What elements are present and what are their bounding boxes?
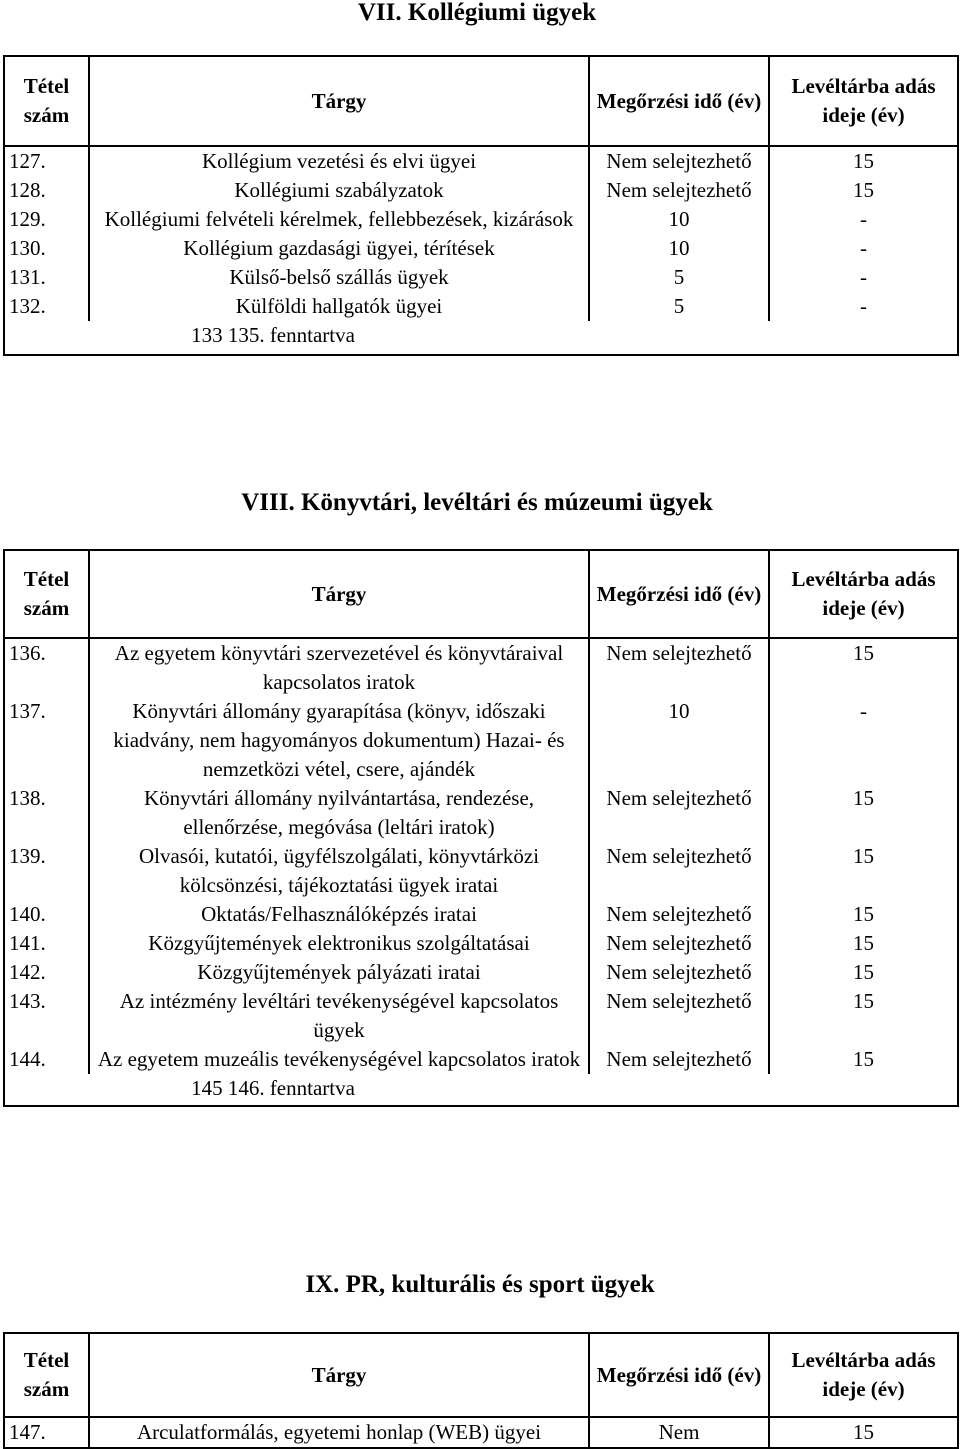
header-retention: Megőrzési idő (év): [589, 1333, 769, 1417]
item-retention: Nem selejtezhető: [589, 958, 769, 987]
table-row: [4, 176, 958, 205]
item-number: 141.: [4, 929, 89, 958]
header-retention: Megőrzési idő (év): [589, 56, 769, 146]
records-table-ix: [3, 1332, 959, 1449]
item-number: 143.: [4, 987, 89, 1045]
item-archive: 15: [769, 987, 958, 1045]
table-row: [4, 205, 958, 234]
item-subject: Közgyűjtemények pályázati iratai: [89, 958, 589, 987]
item-number: 132.: [4, 292, 89, 321]
table-row: [4, 638, 958, 697]
table-row: [4, 929, 958, 958]
header-subject: Tárgy: [89, 1333, 589, 1417]
table-row-reserved: [4, 1074, 958, 1106]
table-row: [4, 900, 958, 929]
section-title-viii: VIII. Könyvtári, levéltári és múzeumi ügyek: [241, 489, 713, 516]
table-row: [4, 987, 958, 1045]
item-archive: -: [769, 263, 958, 292]
item-retention: Nem: [589, 1417, 769, 1448]
item-subject: Könyvtári állomány nyilvántartása, rendezése, ellenőrzése, megóvása (leltári iratok): [89, 784, 589, 842]
item-number: 131.: [4, 263, 89, 292]
item-archive: -: [769, 292, 958, 321]
item-retention: Nem selejtezhető: [589, 1045, 769, 1074]
table-row: [4, 263, 958, 292]
item-subject: Kollégiumi felvételi kérelmek, fellebbezések, kizárások: [89, 205, 589, 234]
item-subject: Külső-belső szállás ügyek: [89, 263, 589, 292]
records-table-vii: [3, 55, 959, 356]
item-subject: Az intézmény levéltári tevékenységével kapcsolatos ügyek: [89, 987, 589, 1045]
item-subject: Az egyetem könyvtári szervezetével és könyvtáraival kapcsolatos iratok: [89, 638, 589, 697]
item-number: 129.: [4, 205, 89, 234]
header-archive: Levéltárba adás ideje (év): [769, 56, 958, 146]
item-subject: Kollégium vezetési és elvi ügyei: [89, 146, 589, 176]
item-archive: 15: [769, 1045, 958, 1074]
table-row: [4, 784, 958, 842]
header-retention: Megőrzési idő (év): [589, 550, 769, 638]
table-row: [4, 234, 958, 263]
item-archive: 15: [769, 958, 958, 987]
header-archive: Levéltárba adás ideje (év): [769, 550, 958, 638]
records-table-viii: [3, 549, 959, 1107]
item-retention: 5: [589, 292, 769, 321]
item-subject: Külföldi hallgatók ügyei: [89, 292, 589, 321]
table-row: [4, 697, 958, 784]
item-retention: 5: [589, 263, 769, 292]
item-number: 136.: [4, 638, 89, 697]
item-number: 130.: [4, 234, 89, 263]
header-item-number: Tétel szám: [4, 1333, 89, 1417]
item-retention: Nem selejtezhető: [589, 176, 769, 205]
item-subject: Kollégium gazdasági ügyei, térítések: [89, 234, 589, 263]
item-retention: 10: [589, 234, 769, 263]
item-archive: 15: [769, 929, 958, 958]
section-title-vii: VII. Kollégiumi ügyek: [357, 0, 597, 26]
table-row: [4, 146, 958, 176]
table-row: [4, 958, 958, 987]
item-number: 144.: [4, 1045, 89, 1074]
item-number: 127.: [4, 146, 89, 176]
item-retention: Nem selejtezhető: [589, 638, 769, 697]
item-archive: 15: [769, 638, 958, 697]
item-retention: Nem selejtezhető: [589, 900, 769, 929]
item-subject: Arculatformálás, egyetemi honlap (WEB) ügyei: [89, 1417, 589, 1448]
item-retention: 10: [589, 697, 769, 784]
header-item-number: Tétel szám: [4, 56, 89, 146]
item-archive: 15: [769, 1417, 958, 1448]
item-number: 139.: [4, 842, 89, 900]
item-archive: 15: [769, 176, 958, 205]
item-subject: Közgyűjtemények elektronikus szolgáltatásai: [89, 929, 589, 958]
item-archive: -: [769, 234, 958, 263]
item-archive: 15: [769, 784, 958, 842]
item-number: 138.: [4, 784, 89, 842]
table-row: [4, 292, 958, 321]
item-number: 137.: [4, 697, 89, 784]
header-archive: Levéltárba adás ideje (év): [769, 1333, 958, 1417]
header-subject: Tárgy: [89, 550, 589, 638]
table-row-reserved: [4, 321, 958, 355]
section-title-ix: IX. PR, kulturális és sport ügyek: [305, 1271, 655, 1298]
item-subject: Kollégiumi szabályzatok: [89, 176, 589, 205]
header-item-number: Tétel szám: [4, 550, 89, 638]
reserved-note: 133 135. fenntartva: [4, 321, 958, 355]
item-retention: Nem selejtezhető: [589, 987, 769, 1045]
item-archive: 15: [769, 842, 958, 900]
reserved-note: 145 146. fenntartva: [4, 1074, 958, 1106]
item-retention: Nem selejtezhető: [589, 784, 769, 842]
table-row: [4, 842, 958, 900]
item-archive: 15: [769, 900, 958, 929]
item-archive: -: [769, 205, 958, 234]
item-subject: Könyvtári állomány gyarapítása (könyv, időszaki kiadvány, nem hagyományos dokumentum) Hazai- és nemzetközi vétel, csere, ajándék: [89, 697, 589, 784]
item-subject: Olvasói, kutatói, ügyfélszolgálati, könyvtárközi kölcsönzési, tájékoztatási ügyek iratai: [89, 842, 589, 900]
item-number: 140.: [4, 900, 89, 929]
item-archive: 15: [769, 146, 958, 176]
table-row: [4, 1417, 958, 1448]
item-retention: 10: [589, 205, 769, 234]
item-subject: Oktatás/Felhasználóképzés iratai: [89, 900, 589, 929]
item-retention: Nem selejtezhető: [589, 146, 769, 176]
item-retention: Nem selejtezhető: [589, 842, 769, 900]
item-number: 142.: [4, 958, 89, 987]
header-subject: Tárgy: [89, 56, 589, 146]
item-retention: Nem selejtezhető: [589, 929, 769, 958]
item-number: 128.: [4, 176, 89, 205]
table-row: [4, 1045, 958, 1074]
item-number: 147.: [4, 1417, 89, 1448]
item-subject: Az egyetem muzeális tevékenységével kapcsolatos iratok: [89, 1045, 589, 1074]
item-archive: -: [769, 697, 958, 784]
